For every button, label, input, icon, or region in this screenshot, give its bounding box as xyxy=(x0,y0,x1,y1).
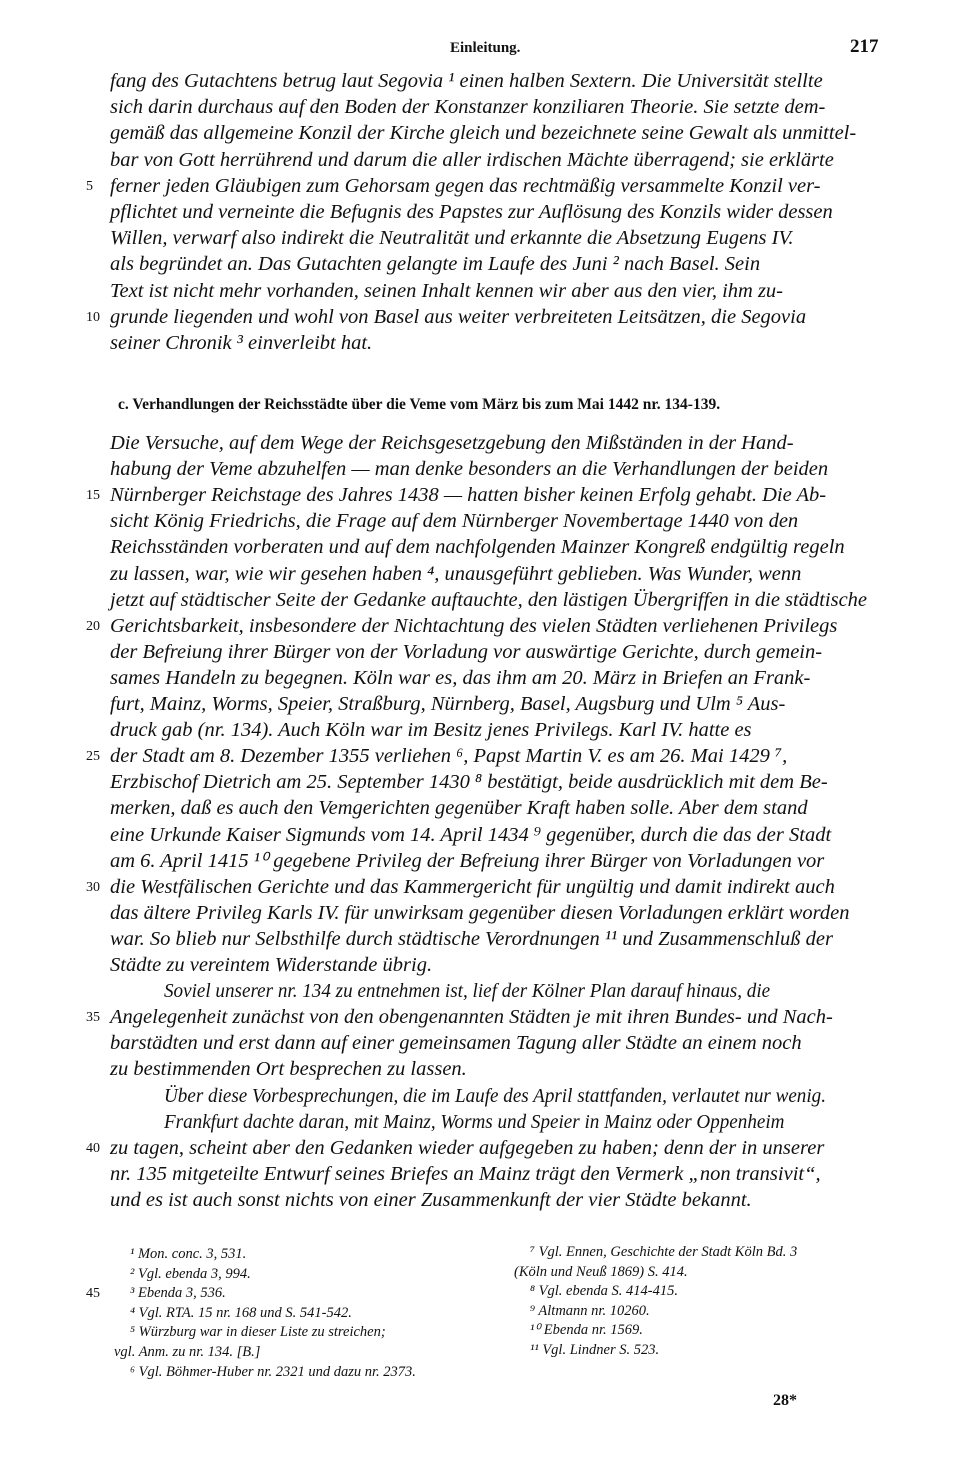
text-line: Gerichtsbarkeit, insbesondere der Nichtachtung des vielen Städten verliehenen Privilegs xyxy=(110,614,838,637)
footnote-line: ¹ Mon. conc. 3, 531. xyxy=(130,1246,247,1262)
text-line: druck gab (nr. 134). Auch Köln war im Besitz jenes Privilegs. Karl IV. hatte es xyxy=(110,719,752,742)
text-line: die Westfälischen Gerichte und das Kammergericht für ungültig und damit indirekt auch xyxy=(110,875,835,898)
text-line: als begründet an. Das Gutachten gelangte im Laufe des Juni ² nach Basel. Sein xyxy=(110,253,761,276)
text-line: der Stadt am 8. Dezember 1355 verliehen ⁶, Papst Martin V. es am 26. Mai 1429 ⁷, xyxy=(110,745,788,768)
text-line: Reichsständen vorberaten und auf dem nachfolgenden Mainzer Kongreß endgültig regeln xyxy=(110,536,845,559)
footnote-line: ¹⁰ Ebenda nr. 1569. xyxy=(530,1322,643,1339)
text-line: Text ist nicht mehr vorhanden, seinen Inhalt kennen wir aber aus den vier, ihm zu- xyxy=(110,279,783,302)
footnote-line: ² Vgl. ebenda 3, 994. xyxy=(130,1265,251,1282)
line-number: 35 xyxy=(86,1010,100,1026)
text-line: grunde liegenden und wohl von Basel aus weiter verbreiteten Leitsätzen, die Segovia xyxy=(110,305,807,328)
footnote-line: (Köln und Neuß 1869) S. 414. xyxy=(514,1263,688,1280)
text-line: Städte zu vereintem Widerstande übrig. xyxy=(110,954,433,976)
footnote-line: ⁸ Vgl. ebenda S. 414-415. xyxy=(530,1283,679,1300)
text-line: Erzbischof Dietrich am 25. September 1430 ⁸ bestätigt, beide ausdrücklich mit dem Be- xyxy=(110,771,828,794)
text-line: Willen, verwarf also indirekt die Neutralität und erkannte die Absetzung Eugens IV. xyxy=(110,227,794,250)
text-line: Soviel unserer nr. 134 zu entnehmen ist, lief der Kölner Plan darauf hinaus, die xyxy=(164,980,771,1003)
signature-mark: 28* xyxy=(773,1392,797,1409)
line-number: 25 xyxy=(86,749,100,765)
page-title: Einleitung. xyxy=(450,40,521,56)
text-line: sich darin durchaus auf den Boden der Konstanzer konziliaren Theorie. Sie setzte dem- xyxy=(110,96,826,119)
text-line: Frankfurt dachte daran, mit Mainz, Worms und Speier in Mainz oder Oppenheim xyxy=(164,1110,785,1133)
footnote-line: ⁹ Altmann nr. 10260. xyxy=(530,1302,650,1319)
line-number: 40 xyxy=(86,1140,100,1156)
footnote-line: vgl. Anm. zu nr. 134. [B.] xyxy=(114,1344,261,1360)
text-line: pflichtet und verneinte die Befugnis des Papstes zur Auflösung des Konzils wider dessen xyxy=(110,201,833,223)
line-number: 10 xyxy=(86,309,100,325)
text-line: zu lassen, war, wie wir gesehen haben ⁴, unausgeführt geblieben. Was Wunder, wenn xyxy=(110,562,802,585)
text-line: merken, daß es auch den Vemgerichten gegenüber Kraft haben solle. Aber dem stand xyxy=(110,797,808,820)
text-line: jetzt auf städtischer Seite der Gedanke auftauchte, den lästigen Übergriffen in die städtische xyxy=(110,588,868,611)
text-line: Über diese Vorbesprechungen, die im Laufe des April stattfanden, verlautet nur wenig. xyxy=(164,1084,826,1107)
section-heading: c. Verhandlungen der Reichsstädte über die Veme vom März bis zum Mai 1442 nr. 134-139. xyxy=(118,396,721,413)
text-line: furt, Mainz, Worms, Speier, Straßburg, Nürnberg, Basel, Augsburg und Ulm ⁵ Aus- xyxy=(110,693,786,715)
text-line: fang des Gutachtens betrug laut Segovia ¹ einen halben Sextern. Die Universität stellte xyxy=(110,70,823,92)
footnote-line: ⁵ Würzburg war in dieser Liste zu streichen; xyxy=(130,1324,386,1341)
footnote-line: ³ Ebenda 3, 536. xyxy=(130,1285,226,1302)
text-line: eine Urkunde Kaiser Sigmunds vom 14. April 1434 ⁹ gegenüber, durch die das der Stadt xyxy=(110,823,832,846)
text-line: seiner Chronik ³ einverleibt hat. xyxy=(110,332,373,354)
text-line: zu bestimmenden Ort besprechen zu lassen. xyxy=(110,1058,467,1081)
line-number: 20 xyxy=(86,618,100,634)
text-line: ferner jeden Gläubigen zum Gehorsam gegen das rechtmäßig versammelte Konzil ver- xyxy=(110,174,821,197)
footnote-line: ⁷ Vgl. Ennen, Geschichte der Stadt Köln Bd. 3 xyxy=(530,1244,798,1260)
footnote-line: ⁴ Vgl. RTA. 15 nr. 168 und S. 541-542. xyxy=(130,1304,352,1321)
line-number: 45 xyxy=(86,1286,100,1302)
line-number: 15 xyxy=(86,488,100,504)
footnote-line: ¹¹ Vgl. Lindner S. 523. xyxy=(530,1342,660,1358)
text-line: das ältere Privileg Karls IV. für unwirksam gegenüber diesen Vorladungen erklärt worden xyxy=(110,901,850,924)
text-line: bar von Gott herrührend und darum die aller irdischen Mächte überragend; sie erklärte xyxy=(110,148,834,171)
text-line: war. So blieb nur Selbsthilfe durch städtische Verordnungen ¹¹ und Zusammenschluß der xyxy=(110,927,833,950)
text-line: nr. 135 mitgeteilte Entwurf seines Briefes an Mainz trägt den Vermerk „non transivit“, xyxy=(110,1162,821,1185)
line-number: 5 xyxy=(86,178,93,194)
text-line: zu tagen, scheint aber den Gedanken wieder aufgegeben zu haben; denn der in unserer xyxy=(110,1136,825,1159)
page-number: 217 xyxy=(850,36,879,57)
text-line: und es ist auch sonst nichts von einer Zusammenkunft der vier Städte bekannt. xyxy=(110,1188,752,1211)
text-line: Die Versuche, auf dem Wege der Reichsgesetzgebung den Mißständen in der Hand- xyxy=(110,432,794,454)
text-line: gemäß das allgemeine Konzil der Kirche gleich und bezeichnete seine Gewalt als unmittel- xyxy=(110,122,857,145)
text-line: habung der Veme abzuhelfen — man denke besonders an die Verhandlungen der beiden xyxy=(110,458,829,481)
text-line: sames Handeln zu begegnen. Köln war es, das ihm am 20. März in Briefen an Frank- xyxy=(110,666,811,689)
running-header xyxy=(0,36,960,64)
line-number: 30 xyxy=(86,879,100,895)
text-line: Nürnberger Reichstage des Jahres 1438 — hatten bisher keinen Erfolg gehabt. Die Ab- xyxy=(110,484,827,507)
text-line: der Befreiung ihrer Bürger von der Vorladung vor auswärtige Gerichte, durch gemein- xyxy=(110,640,823,663)
text-line: sicht König Friedrichs, die Frage auf dem Nürnberger Novembertage 1440 von den xyxy=(110,510,799,533)
text-line: Angelegenheit zunächst von den obengenannten Städten je mit ihren Bundes- und Nach- xyxy=(110,1006,833,1029)
text-line: am 6. April 1415 ¹⁰ gegebene Privileg der Befreiung ihrer Bürger von Vorladungen vor xyxy=(110,849,825,872)
text-line: barstädten und erst dann auf einer gemeinsamen Tagung aller Städte an einem noch xyxy=(110,1032,802,1055)
footnote-line: ⁶ Vgl. Böhmer-Huber nr. 2321 und dazu nr. 2373. xyxy=(130,1363,416,1380)
